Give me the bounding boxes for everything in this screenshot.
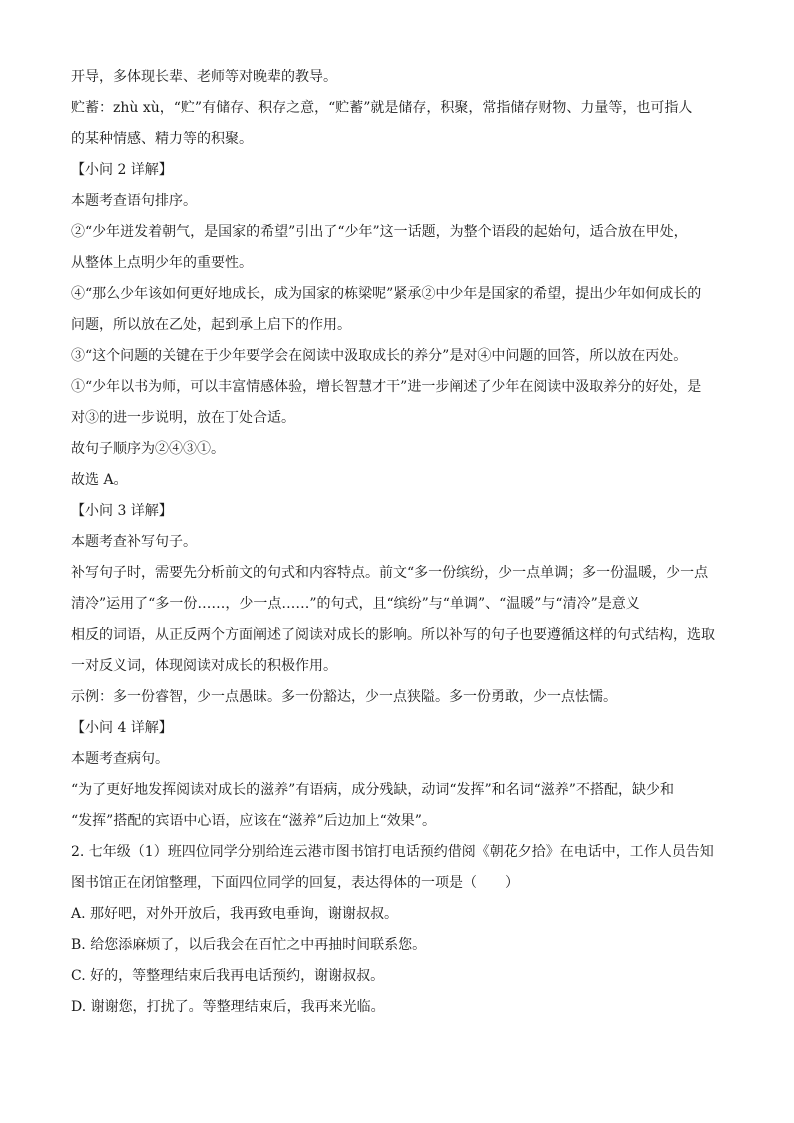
text-line-12: 对③的进一步说明，放在丁处合适。 bbox=[71, 410, 295, 426]
option-a: A. 那好吧，对外开放后，我再致电垂询，谢谢叔叔。 bbox=[71, 906, 399, 922]
option-c: C. 好的，等整理结束后我再电话预约，谢谢叔叔。 bbox=[71, 968, 385, 984]
text-line-5: 本题考查语句排序。 bbox=[71, 193, 197, 209]
text-line-10: ③“这个问题的关键在于少年要学会在阅读中汲取成长的养分”是对④中问题的回答，所以放在丙处。 bbox=[71, 348, 688, 364]
text-line-7: 从整体上点明少年的重要性。 bbox=[71, 255, 253, 271]
document-page bbox=[71, 62, 723, 1023]
text-line-24: “为了更好地发挥阅读对成长的滋养”有语病，成分残缺，动词“发挥”和名词“滋养”不搭配，缺少和 bbox=[71, 782, 674, 798]
text-line-16: 本题考查补写句子。 bbox=[71, 534, 197, 550]
text-line-18: 清冷”运用了“多一份……，少一点……”的句式，且“缤纷”与“单调”、“温暖”与“清冷”是意义 bbox=[71, 596, 640, 612]
section-heading-q2: 【小问 2 详解】 bbox=[71, 162, 173, 178]
option-b: B. 给您添麻烦了，以后我会在百忙之中再抽时间联系您。 bbox=[71, 937, 427, 953]
text-line-1: 开导，多体现长辈、老师等对晚辈的教导。 bbox=[71, 69, 337, 85]
text-line-19: 相反的词语，从正反两个方面阐述了阅读对成长的影响。所以补写的句子也要遵循这样的句式结构，选取 bbox=[71, 627, 715, 643]
text-line-21: 示例：多一份睿智，少一点愚昧。多一份豁达，少一点狭隘。多一份勇敢，少一点怯懦。 bbox=[71, 689, 617, 705]
text-line-11: ①“少年以书为师，可以丰富情感体验，增长智慧才干”进一步阐述了少年在阅读中汲取养分的好处，是 bbox=[71, 379, 702, 395]
text-line-8: ④“那么少年该如何更好地成长，成为国家的栋梁呢”紧承②中少年是国家的希望，提出少年如何成长的 bbox=[71, 286, 702, 302]
text-line-3: 的某种情感、精力等的积聚。 bbox=[71, 131, 253, 147]
option-d: D. 谢谢您，打扰了。等整理结束后，我再来光临。 bbox=[71, 999, 385, 1015]
question-2-stem: 2. 七年级（1）班四位同学分别给连云港市图书馆打电话预约借阅《朝花夕拾》在电话中，工作人员告知 bbox=[71, 844, 714, 860]
text-line-20: 一对反义词，体现阅读对成长的积极作用。 bbox=[71, 658, 337, 674]
text-line-2: 贮蓄：zhù xù，“贮”有储存、积存之意，“贮蓄”就是储存，积聚，常指储存财物、力量等，也可指人 bbox=[71, 100, 693, 116]
text-line-25: “发挥”搭配的宾语中心语，应该在“滋养”后边加上“效果”。 bbox=[71, 813, 436, 829]
section-heading-q3: 【小问 3 详解】 bbox=[71, 503, 173, 519]
text-line-13: 故句子顺序为②④③①。 bbox=[71, 441, 225, 457]
question-2-stem-cont: 图书馆正在闭馆整理，下面四位同学的回复，表达得体的一项是（ ） bbox=[71, 875, 519, 891]
text-line-6: ②“少年迸发着朝气，是国家的希望”引出了“少年”这一话题，为整个语段的起始句，适合放在甲处， bbox=[71, 224, 688, 240]
text-line-14: 故选 A。 bbox=[71, 472, 128, 488]
text-line-23: 本题考查病句。 bbox=[71, 751, 169, 767]
text-line-17: 补写句子时，需要先分析前文的句式和内容特点。前文“多一份缤纷，少一点单调；多一份温暖，少一点 bbox=[71, 565, 709, 581]
text-line-9: 问题，所以放在乙处，起到承上启下的作用。 bbox=[71, 317, 351, 333]
section-heading-q4: 【小问 4 详解】 bbox=[71, 720, 173, 736]
